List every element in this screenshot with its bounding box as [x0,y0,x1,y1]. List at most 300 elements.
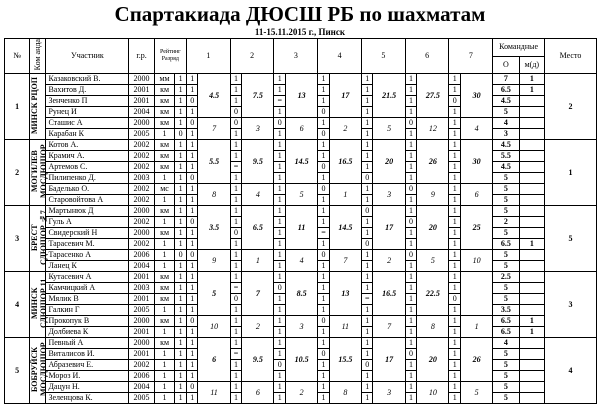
team-total-r6: 22.5 [417,272,449,316]
team-total-r2: 7 [242,272,274,316]
player-points: 5 [493,360,519,371]
team-total-r3: 8.5 [285,272,317,316]
team-name: МИНСК СДЮШОР 11 [30,278,49,328]
score-r2: = [230,283,242,294]
team-lower-r7: 5 [460,382,492,404]
player-board-place [519,173,544,184]
score-r4: 1 [318,206,330,217]
player-row [5,250,597,261]
score-r1: 1 [186,195,198,206]
player-name: Гуль А [46,217,129,228]
player-row [5,338,597,349]
team-lower-r6: 10 [417,382,449,404]
player-rt: 1 [175,96,187,107]
score-r6: 0 [405,250,417,261]
score-r6: 1 [405,140,417,151]
score-r5: 1 [361,217,373,228]
score-r2: 0 [230,107,242,118]
player-points: 5 [493,371,519,382]
score-r4: 0 [318,250,330,261]
score-r3: 1 [274,195,286,206]
player-name: Мялик В [46,294,129,305]
player-board-place [519,283,544,294]
score-r6: 1 [405,294,417,305]
score-r6: 1 [405,272,417,283]
score-r5: = [361,294,373,305]
player-year: 2005 [129,129,154,140]
score-r7: 1 [449,217,461,228]
player-board-place [519,151,544,162]
score-r7: 1 [449,382,461,393]
player-board-place [519,195,544,206]
player-name: Галкин Г [46,305,129,316]
player-points: 6.5 [493,85,519,96]
score-r4: 1 [318,195,330,206]
score-r1: 1 [186,140,198,151]
score-r7: 1 [449,393,461,404]
player-year: 2004 [129,382,154,393]
player-points: 6.5 [493,239,519,250]
team-total-r4: 15.5 [329,338,361,382]
player-name: Зенченко П [46,96,129,107]
player-year: 2002 [129,360,154,371]
player-rank: км [154,338,175,349]
team-total-r5: 16.5 [373,272,405,316]
score-r6: 1 [405,129,417,140]
player-year: 2003 [129,173,154,184]
score-r6: 1 [405,316,417,327]
player-rank: км [154,228,175,239]
score-r4: 1 [318,140,330,151]
player-points: 5 [493,107,519,118]
team-total-r1: 5.5 [198,140,230,184]
score-r1: 1 [186,294,198,305]
player-row [5,272,597,283]
player-rank: км [154,140,175,151]
team-lower-r3: 6 [285,118,317,140]
score-r1: 1 [186,228,198,239]
score-r3: 1 [274,151,286,162]
player-rank: 1 [154,305,175,316]
score-r4: 1 [318,382,330,393]
team-total-r5: 20 [373,140,405,184]
team-total-r4: 17 [329,74,361,118]
score-r4: 1 [318,393,330,404]
score-r7: 1 [449,371,461,382]
header-team: Ком анда [30,39,46,74]
player-row [5,184,597,195]
player-rt: 0 [175,129,187,140]
score-r2: 1 [230,184,242,195]
player-points: 6.5 [493,327,519,338]
team-name-cell [30,74,46,140]
score-r2: 1 [230,195,242,206]
score-r2: 1 [230,173,242,184]
player-points: 5 [493,393,519,404]
player-rt: 1 [175,349,187,360]
score-r7: 1 [449,184,461,195]
team-total-r7: 26 [460,338,492,382]
score-r3: 1 [274,327,286,338]
player-rank: км [154,316,175,327]
score-r7: 1 [449,129,461,140]
score-r1: 1 [186,107,198,118]
score-r5: 1 [361,338,373,349]
score-r7: 1 [449,206,461,217]
player-points: 5 [493,294,519,305]
score-r2: 1 [230,393,242,404]
score-r7: 1 [449,239,461,250]
score-r7: 1 [449,162,461,173]
team-lower-r5: 2 [373,250,405,272]
score-r3: 1 [274,371,286,382]
score-r4: 1 [318,239,330,250]
player-points: 6.5 [493,316,519,327]
team-place: 2 [545,74,597,140]
header-round-6: 6 [405,39,449,74]
score-r2: 1 [230,140,242,151]
player-name: Казаковский В. [46,74,129,85]
score-r2: 1 [230,151,242,162]
player-row [5,206,597,217]
score-r2: = [230,349,242,360]
score-r1: 0 [186,173,198,184]
score-r4: 1 [318,151,330,162]
player-board-place [519,129,544,140]
team-number: 5 [5,338,30,404]
score-r1: 1 [186,184,198,195]
score-r1: 0 [186,118,198,129]
score-r1: 0 [186,217,198,228]
team-lower-r5: 3 [373,184,405,206]
team-total-r7: 30 [460,140,492,184]
score-r4: 1 [318,305,330,316]
team-lower-r5: 5 [373,118,405,140]
score-r2: 1 [230,360,242,371]
player-rank: км [154,206,175,217]
score-r7: 1 [449,107,461,118]
player-name: Ланец К [46,261,129,272]
team-name: БРЕСТ СДЮШОР №7 [30,209,49,265]
score-r6: 1 [405,305,417,316]
team-lower-r7: 4 [460,118,492,140]
score-r3: 1 [274,261,286,272]
team-lower-r4: 11 [329,316,361,338]
player-board-place: 1 [519,74,544,85]
player-points: 4.5 [493,140,519,151]
team-lower-r3: 2 [285,382,317,404]
score-r2: 1 [230,239,242,250]
score-r6: 1 [405,261,417,272]
player-rank: 1 [154,393,175,404]
score-r4: 0 [318,107,330,118]
score-r3: 1 [274,338,286,349]
team-number: 2 [5,140,30,206]
score-r2: 0 [230,228,242,239]
score-r5: 1 [361,195,373,206]
score-r6: 0 [405,217,417,228]
player-board-place [519,250,544,261]
player-year: 2005 [129,393,154,404]
score-r5: 1 [361,140,373,151]
header-round-7: 7 [449,39,493,74]
team-lower-r6: 12 [417,118,449,140]
team-name-cell [30,338,49,404]
score-r4: 1 [318,261,330,272]
team-lower-r2: 1 [242,250,274,272]
player-name: Пилипенко Д. [46,173,129,184]
score-r4: 1 [318,118,330,129]
player-rt: 1 [175,316,187,327]
score-r1: 1 [186,162,198,173]
score-r2: 1 [230,272,242,283]
player-name: Вахитов Д. [46,85,129,96]
player-year: 2001 [129,349,154,360]
team-total-r5: 17 [373,206,405,250]
player-year: 2006 [129,250,154,261]
team-lower-r2: 4 [242,184,274,206]
player-rt: 1 [175,338,187,349]
player-year: 2000 [129,316,154,327]
score-r3: 1 [274,173,286,184]
player-points: 5 [493,206,519,217]
player-row [5,316,597,327]
score-r6: 1 [405,173,417,184]
player-year: 2000 [129,338,154,349]
player-rank: мм [154,74,175,85]
score-r2: 1 [230,382,242,393]
score-r1: 1 [186,393,198,404]
score-r5: 1 [361,283,373,294]
score-r1: 0 [186,382,198,393]
score-r3: 0 [274,360,286,371]
score-r7: 0 [449,96,461,107]
score-r2: 0 [230,294,242,305]
score-r1: 1 [186,206,198,217]
team-total-r6: 20 [417,206,449,250]
player-rank: 1 [154,382,175,393]
score-r1: 1 [186,261,198,272]
player-rt: 1 [175,184,187,195]
team-total-r2: 7.5 [242,74,274,118]
player-points: 5 [493,250,519,261]
score-r5: 0 [361,206,373,217]
score-r7: 1 [449,195,461,206]
team-lower-r6: 9 [417,184,449,206]
player-board-place [519,118,544,129]
score-r3: 0 [274,118,286,129]
player-points: 5 [493,261,519,272]
score-r4: 0 [318,162,330,173]
score-r1: 1 [186,360,198,371]
player-rt: 1 [175,283,187,294]
player-name: Дацун Н. [46,382,129,393]
team-lower-r7: 10 [460,250,492,272]
score-r1: 0 [186,250,198,261]
header-round-4: 4 [318,39,362,74]
player-rank: 1 [154,217,175,228]
header-o: О [493,56,519,74]
score-r4: 1 [318,74,330,85]
player-board-place [519,272,544,283]
player-name: Долбиева К [46,327,129,338]
score-r5: 0 [361,173,373,184]
player-points: 5.5 [493,151,519,162]
player-board-place: 1 [519,239,544,250]
score-r1: 1 [186,371,198,382]
player-rt: 1 [175,162,187,173]
player-year: 2003 [129,283,154,294]
score-r5: 1 [361,228,373,239]
player-name: Кутасевич А [46,272,129,283]
score-r7: 1 [449,85,461,96]
player-name: Певный А [46,338,129,349]
team-total-r7: 25 [460,206,492,250]
score-r5: 1 [361,305,373,316]
score-r2: 1 [230,206,242,217]
score-r3: 1 [274,184,286,195]
player-row [5,118,597,129]
header-place: Место [545,39,597,74]
score-r7: 1 [449,316,461,327]
player-points: 4 [493,118,519,129]
score-r3: 1 [274,206,286,217]
score-r4: 1 [318,338,330,349]
score-r3: 1 [274,107,286,118]
player-rt: 1 [175,239,187,250]
player-name: Мороз И. [46,371,129,382]
team-total-r2: 6.5 [242,206,274,250]
player-rt: 1 [175,173,187,184]
header-num: № [5,39,30,74]
player-board-place [519,217,544,228]
player-name: Абразевич Е. [46,360,129,371]
score-r1: 1 [186,239,198,250]
score-r4: 1 [318,360,330,371]
score-r5: 1 [361,327,373,338]
player-board-place [519,206,544,217]
team-total-r5: 21.5 [373,74,405,118]
header-team-group: Командные [493,39,545,57]
score-r3: 1 [274,316,286,327]
player-points: 5 [493,349,519,360]
page-subtitle: 11-15.11.2015 г., Пинск [254,27,346,37]
player-year: 2001 [129,96,154,107]
score-r2: 1 [230,250,242,261]
player-rank: 1 [154,349,175,360]
player-year: 2001 [129,272,154,283]
score-r6: 1 [405,327,417,338]
score-r2: 0 [230,118,242,129]
team-total-r7 [460,272,492,316]
team-number: 1 [5,74,30,140]
player-board-place [519,140,544,151]
score-r3: 1 [274,85,286,96]
score-r7: 1 [449,151,461,162]
player-year: 2000 [129,206,154,217]
player-points: 4.5 [493,96,519,107]
player-rt: 1 [175,294,187,305]
player-year: 2002 [129,140,154,151]
team-lower-r1: 10 [198,316,230,338]
team-total-r6: 20 [417,338,449,382]
player-rank: 1 [154,239,175,250]
player-year: 2002 [129,239,154,250]
player-points: 7 [493,74,519,85]
player-rt: 1 [175,217,187,228]
score-r6: 0 [405,349,417,360]
player-rt: 1 [175,206,187,217]
score-r1: 1 [186,74,198,85]
player-name: Крамич А. [46,151,129,162]
score-r3: 1 [274,74,286,85]
score-r1: 1 [186,327,198,338]
player-rank: 1 [154,129,175,140]
score-r7: 1 [449,261,461,272]
team-total-r3: 13 [285,74,317,118]
score-r4: 1 [318,272,330,283]
player-board-place: 1 [519,316,544,327]
player-board-place [519,162,544,173]
score-r3: 0 [274,283,286,294]
team-total-r2: 9.5 [242,338,274,382]
player-board-place [519,393,544,404]
player-rank: км [154,162,175,173]
team-total-r5: 17 [373,338,405,382]
header-round-3: 3 [274,39,318,74]
score-r2: 1 [230,74,242,85]
player-year: 2000 [129,118,154,129]
player-rt: 1 [175,393,187,404]
score-r7: 1 [449,140,461,151]
player-name: Тарасевич М. [46,239,129,250]
score-r3: 1 [274,272,286,283]
player-board-place [519,96,544,107]
score-r2: 1 [230,338,242,349]
score-r5: 1 [361,74,373,85]
player-name: Баделько О. [46,184,129,195]
score-r4: 1 [318,217,330,228]
player-rt: 1 [175,327,187,338]
score-r4: 0 [318,349,330,360]
score-r2: 1 [230,85,242,96]
score-r5: 1 [361,184,373,195]
player-year: 2001 [129,85,154,96]
results-table [4,38,597,404]
score-r7: 0 [449,294,461,305]
player-name: Мартынюк Д [46,206,129,217]
score-r1: 0 [186,316,198,327]
player-year: 2002 [129,195,154,206]
player-year: 2001 [129,327,154,338]
team-lower-r1: 11 [198,382,230,404]
score-r5: 1 [361,107,373,118]
player-name: Сташис А [46,118,129,129]
player-rank: 1 [154,250,175,261]
score-r4: 1 [318,283,330,294]
score-r3: 1 [274,217,286,228]
score-r4: 0 [318,129,330,140]
score-r6: 1 [405,206,417,217]
score-r6: 1 [405,371,417,382]
team-lower-r2: 6 [242,382,274,404]
player-points: 5 [493,382,519,393]
score-r1: 0 [186,96,198,107]
player-board-place [519,338,544,349]
player-year: 2000 [129,228,154,239]
team-total-r4: 14.5 [329,206,361,250]
score-r3: 1 [274,140,286,151]
